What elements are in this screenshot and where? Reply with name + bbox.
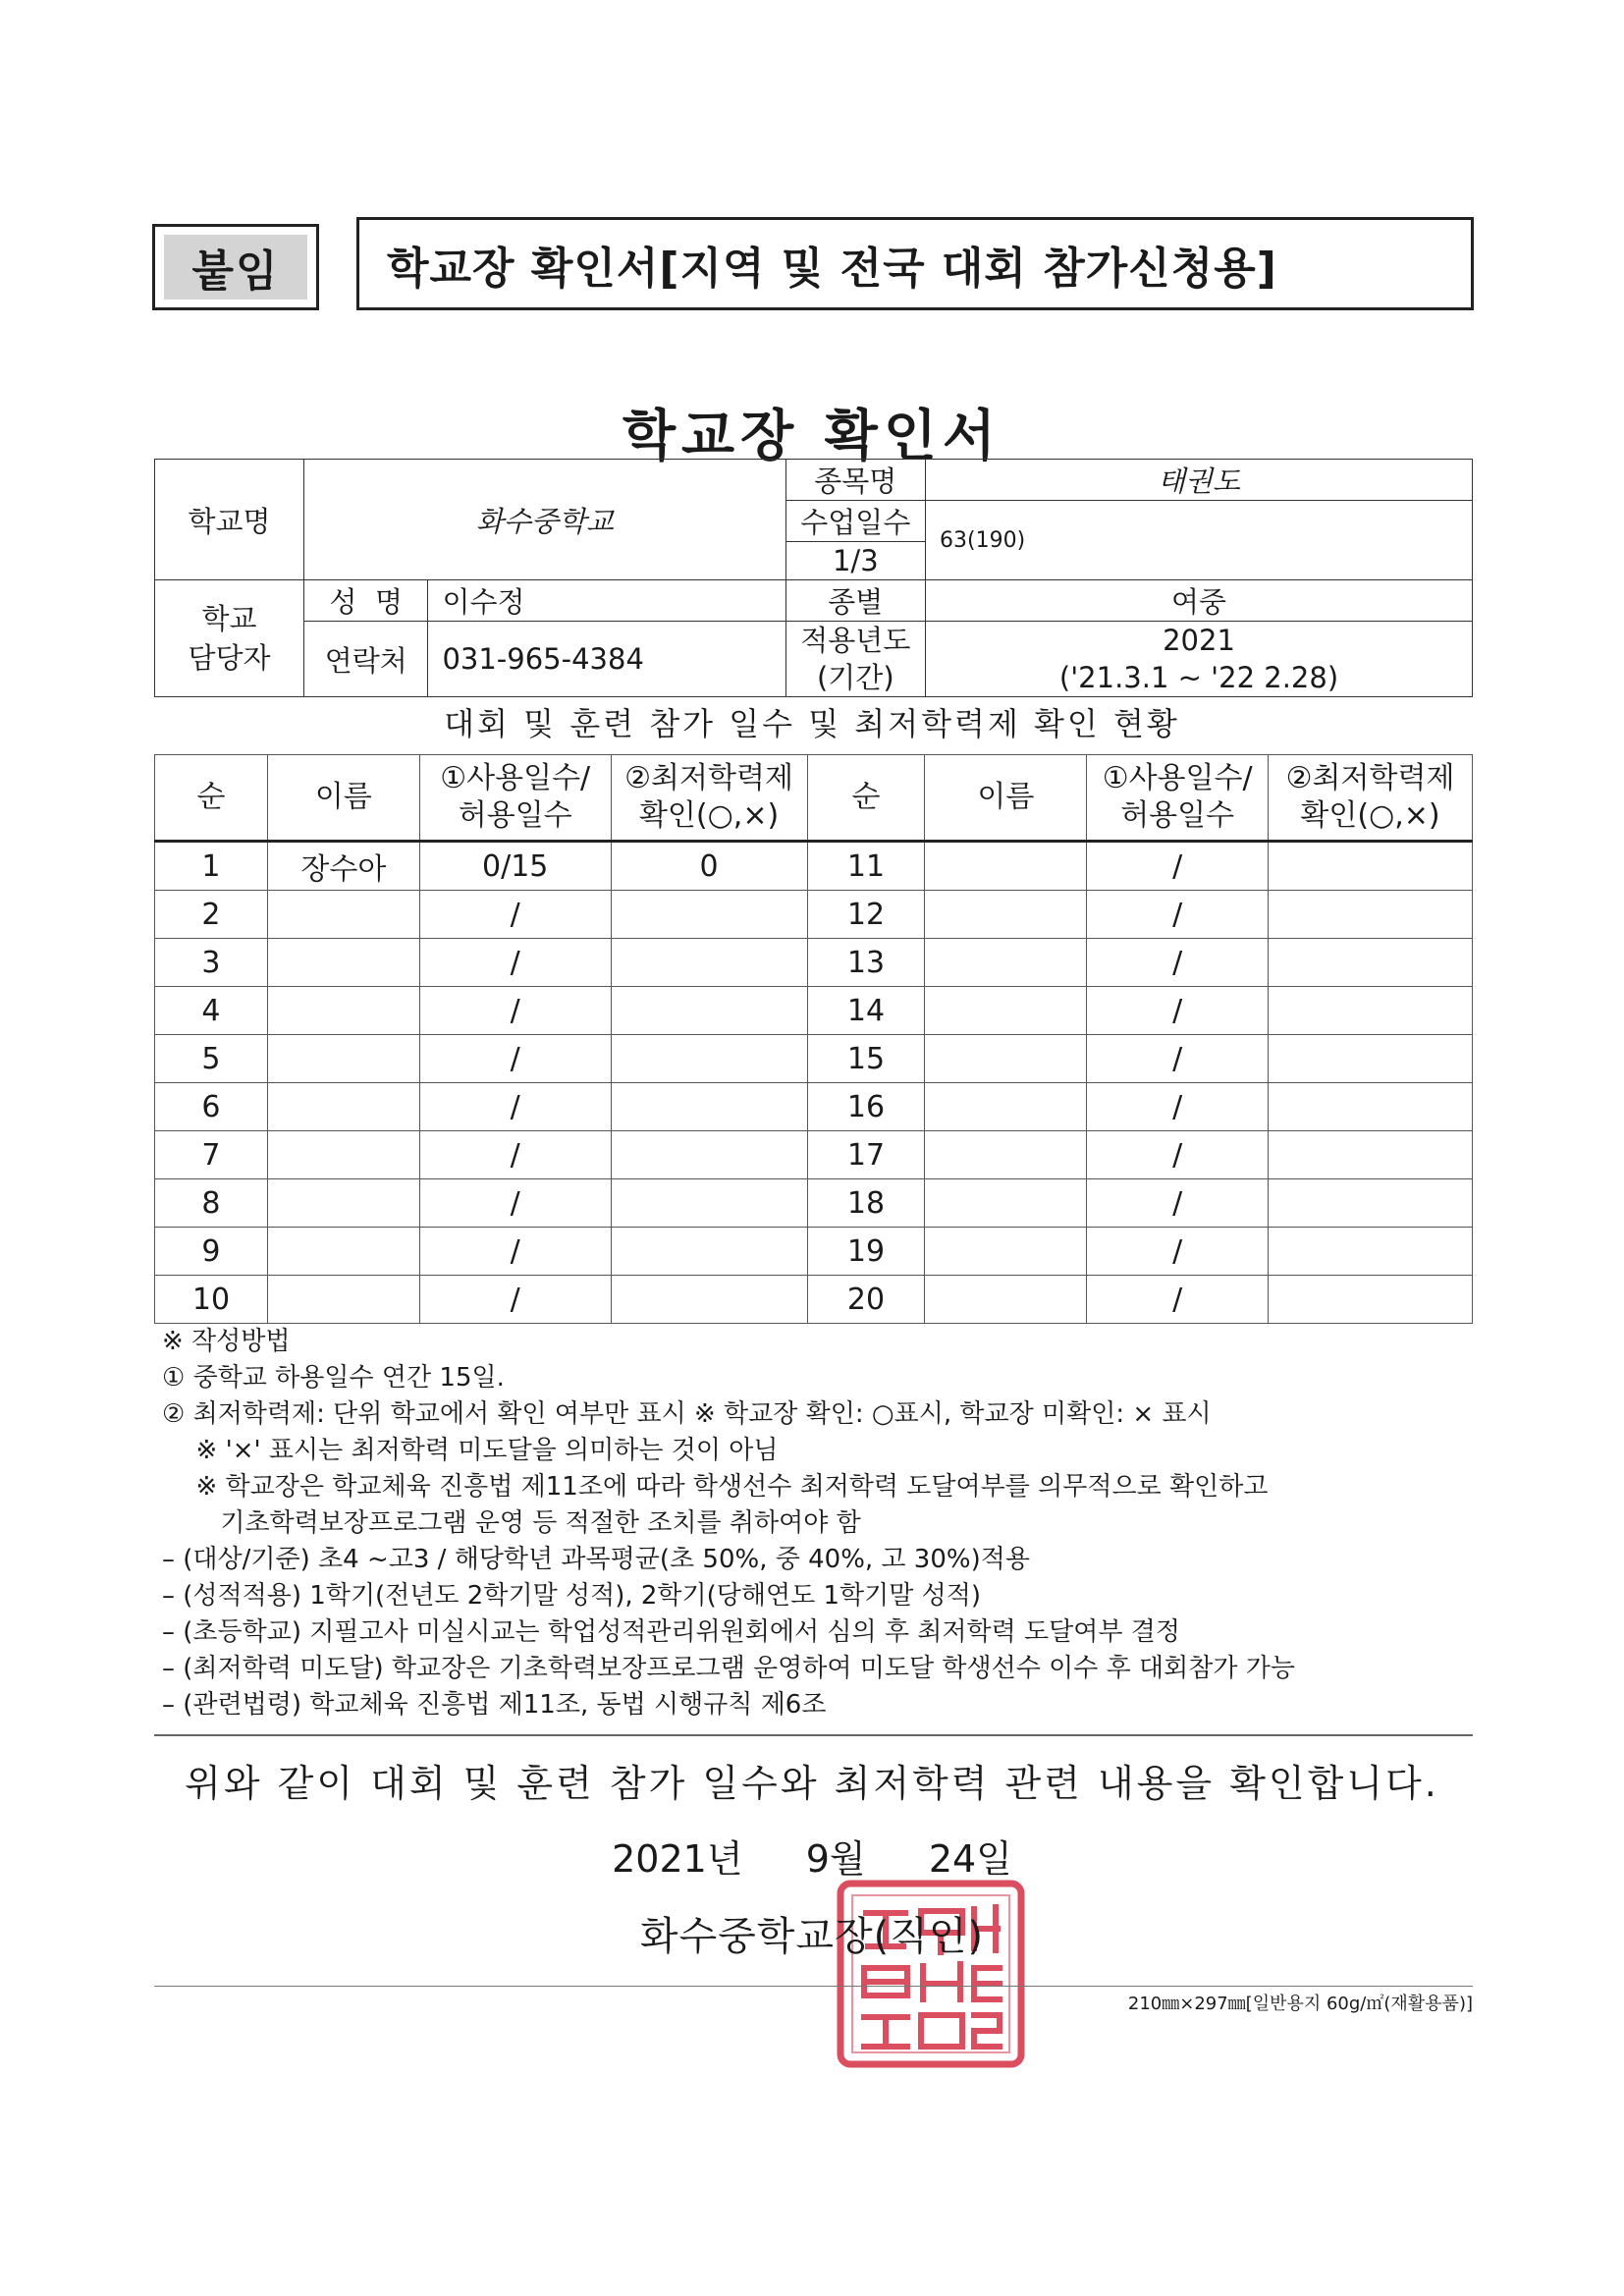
note-line: – (초등학교) 지필고사 미실시교는 학업성적관리위원회에서 심의 후 최저학력 도달여부 결정 — [162, 1617, 1180, 1647]
row-min — [611, 1276, 807, 1324]
row-min — [611, 987, 807, 1035]
row-no: 9 — [155, 1228, 268, 1276]
row-no: 4 — [155, 987, 268, 1035]
person-name-label: 성 명 — [304, 580, 428, 622]
row-days: / — [419, 891, 611, 939]
row-name-2 — [925, 1035, 1087, 1083]
manager-label-line1: 학교 — [201, 602, 257, 635]
period-value: ('21.3.1 ~ '22 2.28) — [1058, 661, 1339, 694]
col-days-line2: 허용일수 — [458, 798, 572, 833]
person-name-value: 이수정 — [428, 580, 785, 622]
issue-date — [0, 1829, 1624, 1883]
date-month: 9월 — [805, 1837, 866, 1881]
table-header-row — [155, 755, 1473, 842]
manager-label-line2: 담당자 — [188, 641, 271, 675]
row-name — [267, 1179, 419, 1228]
row-days-2: / — [1087, 1179, 1269, 1228]
gender-label: 종별 — [785, 580, 925, 622]
row-no: 5 — [155, 1035, 268, 1083]
row-days: / — [419, 1035, 611, 1083]
row-days-2: / — [1087, 1083, 1269, 1131]
row-name-2 — [925, 1083, 1087, 1131]
year-period-label: (기간) — [816, 661, 894, 694]
row-days: / — [419, 1276, 611, 1324]
gender-value: 여중 — [926, 580, 1473, 622]
row-min-2 — [1269, 1083, 1473, 1131]
col-no-2: 순 — [807, 755, 925, 842]
document-type-title: 학교장 확인서[지역 및 전국 대회 참가신청용] — [356, 217, 1474, 310]
row-no-2: 15 — [807, 1035, 925, 1083]
row-name-2 — [925, 1131, 1087, 1179]
row-days-2: / — [1087, 1228, 1269, 1276]
row-name-2 — [925, 842, 1087, 891]
date-day: 24일 — [928, 1837, 1012, 1881]
row-days-2: / — [1087, 1276, 1269, 1324]
row-min-2 — [1269, 939, 1473, 987]
row-no: 2 — [155, 891, 268, 939]
paper-specification: 210㎜×297㎜[일반용지 60g/㎡(재활용품)] — [1127, 1994, 1473, 2014]
row-days-2: / — [1087, 987, 1269, 1035]
table-row — [155, 1276, 1473, 1324]
col-name-2: 이름 — [925, 755, 1087, 842]
row-days: 0/15 — [419, 842, 611, 891]
year-label: 적용년도 — [800, 624, 911, 657]
row-name — [267, 939, 419, 987]
row-name-2 — [925, 1276, 1087, 1324]
row-no: 8 — [155, 1179, 268, 1228]
contact-value: 031-965-4384 — [428, 622, 785, 697]
table-row — [155, 842, 1473, 891]
row-no-2: 20 — [807, 1276, 925, 1324]
row-min-2 — [1269, 1035, 1473, 1083]
row-name — [267, 1131, 419, 1179]
col-min-2-line1: ②최저학력제 — [1285, 761, 1455, 795]
row-no-2: 17 — [807, 1131, 925, 1179]
row-no-2: 11 — [807, 842, 925, 891]
row-min — [611, 1083, 807, 1131]
row-no-2: 13 — [807, 939, 925, 987]
year-value: 2021 — [1163, 624, 1235, 657]
row-name — [267, 987, 419, 1035]
row-no: 7 — [155, 1131, 268, 1179]
contact-label: 연락처 — [304, 622, 428, 697]
note-line: ① 중학교 하용일수 연간 15일. — [162, 1363, 505, 1393]
note-line: ※ 작성방법 — [162, 1327, 291, 1356]
confirmation-statement: 위와 같이 대회 및 훈련 참가 일수와 최저학력 관련 내용을 확인합니다. — [185, 1762, 1439, 1805]
table-row — [155, 891, 1473, 939]
row-days: / — [419, 1179, 611, 1228]
row-no-2: 19 — [807, 1228, 925, 1276]
row-no-2: 16 — [807, 1083, 925, 1131]
row-name — [267, 1035, 419, 1083]
row-name — [267, 1228, 419, 1276]
row-min — [611, 1035, 807, 1083]
col-min-line2: 확인(○,×) — [638, 798, 780, 833]
row-no-2: 14 — [807, 987, 925, 1035]
row-days-2: / — [1087, 1131, 1269, 1179]
note-line: – (최저학력 미도달) 학교장은 기초학력보장프로그램 운영하여 미도달 학생선수 이수 후 대회참가 가능 — [162, 1654, 1295, 1683]
row-days: / — [419, 1131, 611, 1179]
row-days-2: / — [1087, 1035, 1269, 1083]
row-days-2: / — [1087, 939, 1269, 987]
row-no: 3 — [155, 939, 268, 987]
note-line: – (관련법령) 학교체육 진흥법 제11조, 동법 시행규칙 제6조 — [162, 1690, 827, 1720]
col-days-2-line1: ①사용일수/ — [1102, 761, 1253, 795]
note-line: ② 최저학력제: 단위 학교에서 확인 여부만 표시 ※ 학교장 확인: ○표시, 학교장 미확인: × 표시 — [162, 1399, 1212, 1429]
class-days-value: 63(190) — [926, 501, 1473, 580]
bottom-divider — [154, 1986, 1473, 1987]
row-min-2 — [1269, 1131, 1473, 1179]
row-name: 장수아 — [267, 842, 419, 891]
row-min — [611, 891, 807, 939]
col-min-2-line2: 확인(○,×) — [1300, 798, 1440, 833]
row-min — [611, 1179, 807, 1228]
row-no: 1 — [155, 842, 268, 891]
note-line: – (대상/기준) 초4 ~고3 / 해당학년 과목평균(초 50%, 중 40%, 고 30%)적용 — [162, 1545, 1030, 1574]
table-row — [155, 1035, 1473, 1083]
attachment-label: 붙임 — [164, 235, 307, 300]
row-min — [611, 1228, 807, 1276]
row-name-2 — [925, 1228, 1087, 1276]
school-info-table — [154, 459, 1473, 697]
class-days-label: 수업일수 — [785, 501, 925, 542]
row-min-2 — [1269, 1276, 1473, 1324]
participation-table — [154, 754, 1473, 1324]
note-line: ※ 학교장은 학교체육 진흥법 제11조에 따라 학생선수 최저학력 도달여부를 의무적으로 확인하고 — [180, 1472, 1269, 1502]
school-name-label: 학교명 — [155, 460, 304, 580]
instructions-notes — [162, 1324, 1478, 1723]
col-days-2-line2: 허용일수 — [1120, 798, 1235, 833]
table-row — [155, 1179, 1473, 1228]
row-days-2: / — [1087, 891, 1269, 939]
class-days-fraction: 1/3 — [785, 542, 925, 580]
manager-label — [155, 580, 304, 697]
row-days-2: / — [1087, 842, 1269, 891]
row-min-2 — [1269, 987, 1473, 1035]
note-line: ※ '×' 표시는 최저학력 미도달을 의미하는 것이 아님 — [180, 1436, 779, 1465]
row-days: / — [419, 1228, 611, 1276]
row-name-2 — [925, 939, 1087, 987]
row-days: / — [419, 987, 611, 1035]
page-title: 학교장 확인서 — [622, 405, 1002, 468]
row-name-2 — [925, 891, 1087, 939]
row-min-2 — [1269, 891, 1473, 939]
row-name — [267, 1276, 419, 1324]
row-no-2: 12 — [807, 891, 925, 939]
row-min-2 — [1269, 1228, 1473, 1276]
year-label-cell — [785, 622, 925, 697]
school-name-value: 화수중학교 — [304, 460, 786, 580]
row-days: / — [419, 939, 611, 987]
row-min-2 — [1269, 1179, 1473, 1228]
sport-value: 태권도 — [926, 460, 1473, 501]
table-row — [155, 1131, 1473, 1179]
row-name-2 — [925, 987, 1087, 1035]
row-no-2: 18 — [807, 1179, 925, 1228]
row-no: 6 — [155, 1083, 268, 1131]
col-min — [611, 755, 807, 842]
row-no: 10 — [155, 1276, 268, 1324]
row-name-2 — [925, 1179, 1087, 1228]
row-name — [267, 891, 419, 939]
table-title: 대회 및 훈련 참가 일수 및 최저학력제 확인 현황 — [444, 705, 1180, 742]
divider — [154, 1734, 1473, 1736]
row-min-2 — [1269, 842, 1473, 891]
note-line: – (성적적용) 1학기(전년도 2학기말 성적), 2학기(당해연도 1학기말 성적) — [162, 1581, 982, 1611]
col-days-line1: ①사용일수/ — [440, 761, 591, 795]
row-name — [267, 1083, 419, 1131]
table-row — [155, 939, 1473, 987]
year-value-cell — [926, 622, 1473, 697]
col-name: 이름 — [267, 755, 419, 842]
attachment-tag — [152, 224, 319, 310]
principal-signature: 화수중학교장(직인) — [639, 1914, 985, 1959]
row-min: 0 — [611, 842, 807, 891]
sport-label: 종목명 — [785, 460, 925, 501]
col-min-line1: ②최저학력제 — [624, 761, 793, 795]
table-row — [155, 987, 1473, 1035]
table-row — [155, 1228, 1473, 1276]
date-year: 2021년 — [612, 1837, 743, 1881]
note-line: 기초학력보장프로그램 운영 등 적절한 조치를 취하여야 함 — [180, 1508, 861, 1538]
row-days: / — [419, 1083, 611, 1131]
col-days — [419, 755, 611, 842]
row-min — [611, 939, 807, 987]
col-no: 순 — [155, 755, 268, 842]
row-min — [611, 1131, 807, 1179]
col-days-2 — [1087, 755, 1269, 842]
col-min-2 — [1269, 755, 1473, 842]
table-row — [155, 1083, 1473, 1131]
